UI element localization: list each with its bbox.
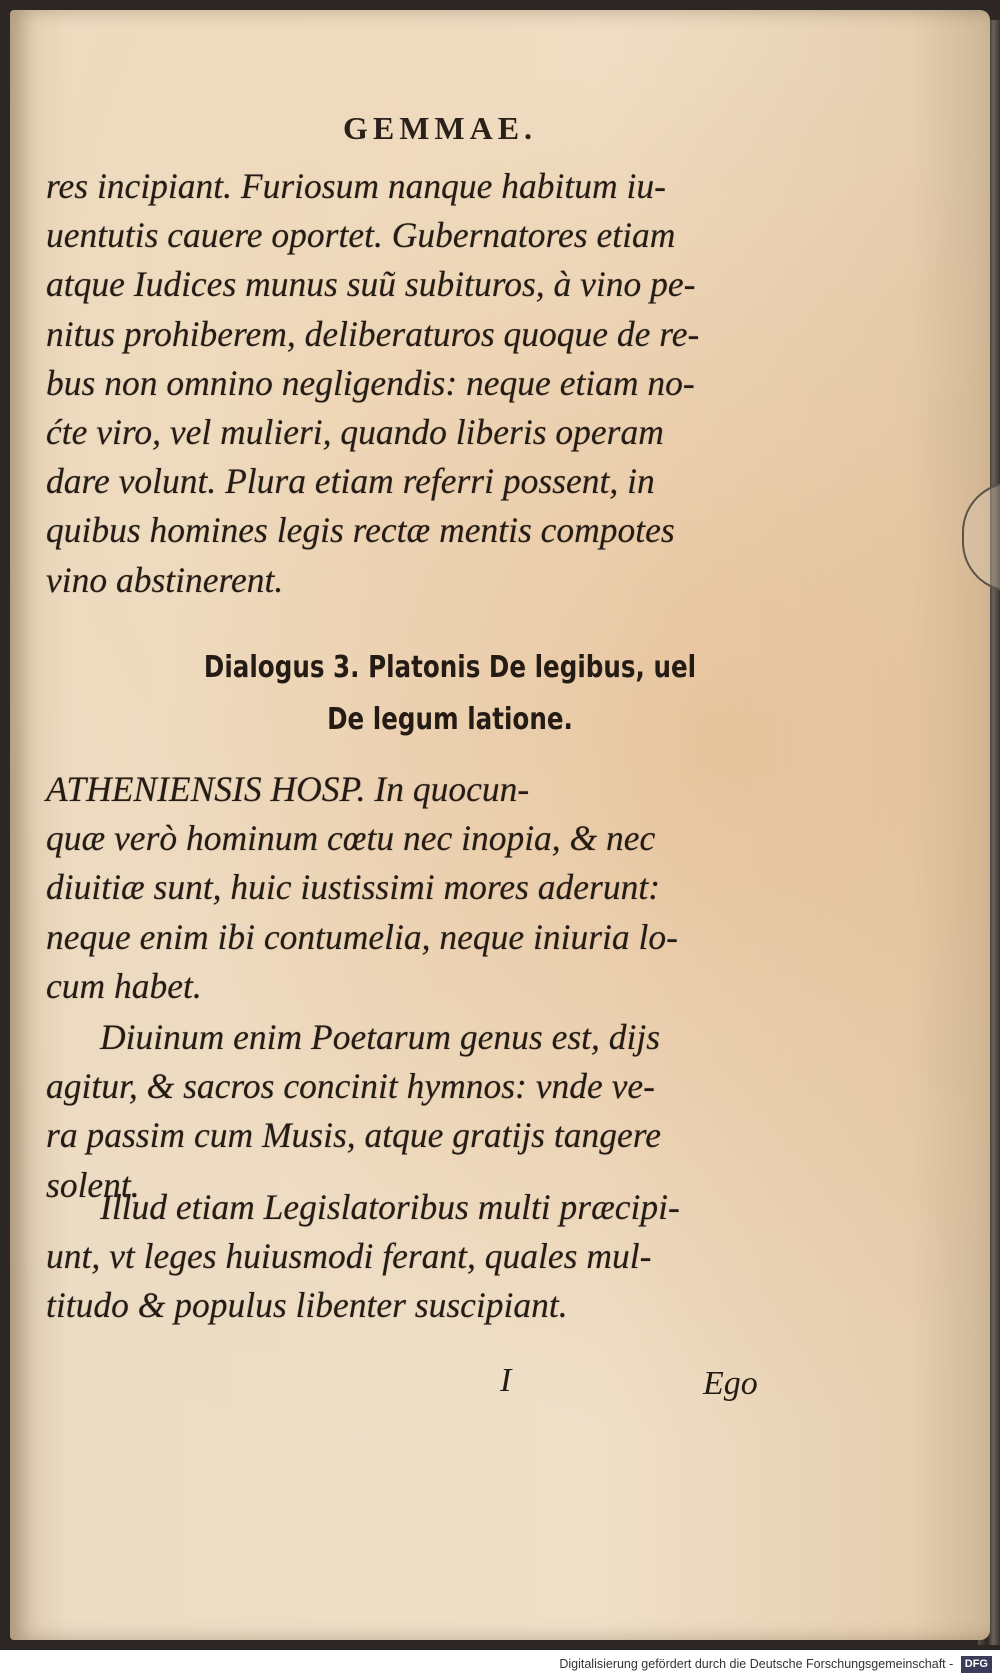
section-heading-line: Dialogus 3. Platonis De legibus, uel [203, 650, 697, 685]
paragraph-poets [46, 1013, 806, 1210]
text-line: nitus prohiberem, deliberaturos quoque de re- [46, 313, 700, 354]
text-line: ćte viro, vel mulieri, quando liberis operam [46, 412, 664, 453]
paragraph-athenian [46, 765, 806, 1011]
paragraph-legislators [46, 1183, 806, 1331]
dfg-logo: DFG [961, 1656, 992, 1673]
text-line: ra passim cum Musis, atque gratijs tangere [46, 1115, 661, 1156]
text-line: diuitiæ sunt, huic iustissimi mores aderunt: [46, 867, 661, 908]
text-line: bus non omnino negligendis: neque etiam no- [46, 362, 695, 403]
section-heading-line: De legum latione. [327, 702, 573, 737]
text-line: solent. [46, 1164, 140, 1205]
credit-text: Digitalisierung gefördert durch die Deutsche Forschungsgemeinschaft - [559, 1657, 954, 1671]
text-line: uentutis cauere oportet. Gubernatores etiam [46, 215, 676, 256]
running-head: GEMMAE. [342, 110, 538, 146]
text-line: quæ verò hominum cœtu nec inopia, & nec [46, 818, 656, 859]
text-line: dare volunt. Plura etiam referri possent, in [46, 461, 655, 502]
text-line: agitur, & sacros concinit hymnos: vnde ve- [46, 1066, 655, 1107]
signature-mark: I [500, 1362, 512, 1399]
text-line: unt, vt leges huiusmodi ferant, quales mul- [46, 1236, 652, 1277]
text-line: ATHENIENSIS HOSP. In quocun- [46, 769, 530, 809]
text-line: vino abstinerent. [46, 559, 284, 600]
paragraph-1 [46, 162, 806, 605]
text-line: neque enim ibi contumelia, neque iniuria lo- [46, 916, 678, 957]
digitization-credit [0, 1650, 1000, 1679]
section-heading [188, 642, 713, 746]
catchword: Ego [703, 1365, 758, 1402]
text-line: atque Iudices munus suũ subituros, à vino pe- [46, 264, 696, 305]
text-line: quibus homines legis rectæ mentis compotes [46, 510, 675, 551]
book-page [10, 10, 990, 1640]
text-line: Diuinum enim Poetarum genus est, dijs [100, 1017, 661, 1057]
text-line: titudo & populus libenter suscipiant. [46, 1285, 568, 1326]
text-line: Illud etiam Legislatoribus multi præcipi- [100, 1187, 680, 1227]
text-line: cum habet. [46, 965, 202, 1006]
text-line: res incipiant. Furiosum nanque habitum iu- [46, 166, 666, 206]
